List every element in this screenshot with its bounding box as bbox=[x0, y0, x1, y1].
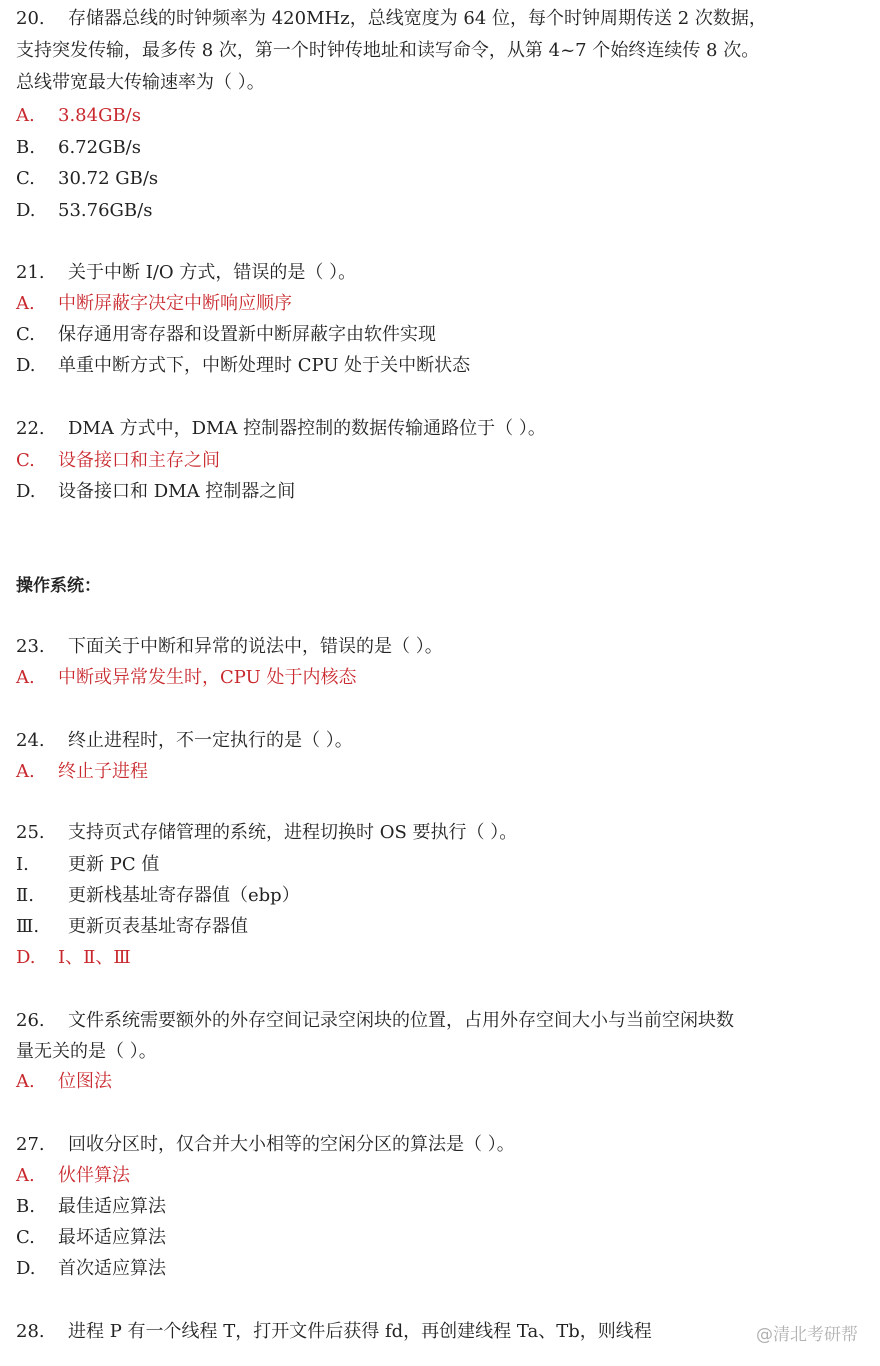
option bbox=[16, 164, 870, 194]
question-text: 文件系统需要额外的外存空间记录空闲块的位置，占用外存空间大小与当前空闲块数 bbox=[68, 1010, 734, 1031]
option-text: 位图法 bbox=[58, 1071, 112, 1092]
question-number: 22. bbox=[16, 418, 45, 439]
option-key: D. bbox=[16, 200, 36, 221]
option bbox=[16, 320, 870, 350]
answer-option bbox=[16, 943, 870, 973]
option-text: 3.84GB/s bbox=[58, 105, 141, 126]
option-key: D. bbox=[16, 947, 36, 968]
option bbox=[16, 351, 870, 381]
answer-option bbox=[16, 289, 870, 319]
option-text: 最佳适应算法 bbox=[58, 1196, 166, 1217]
question-text: 回收分区时，仅合并大小相等的空闲分区的算法是（ ）。 bbox=[68, 1134, 515, 1155]
answer-option bbox=[16, 757, 870, 787]
option bbox=[16, 1254, 870, 1284]
question-text: 支持页式存储管理的系统，进程切换时 OS 要执行（ ）。 bbox=[68, 822, 518, 843]
option-text: 设备接口和 DMA 控制器之间 bbox=[58, 481, 296, 502]
statement-item bbox=[16, 850, 870, 880]
option-text: 中断屏蔽字决定中断响应顺序 bbox=[58, 293, 292, 314]
answer-option bbox=[16, 101, 870, 131]
question-number: 24. bbox=[16, 730, 45, 751]
option bbox=[16, 477, 870, 507]
answer-option bbox=[16, 1161, 870, 1191]
option-text: Ⅰ、Ⅱ、Ⅲ bbox=[58, 947, 131, 968]
question-number: 26. bbox=[16, 1010, 45, 1031]
question-20-line-2: 支持突发传输，最多传 8 次，第一个时钟传地址和读写命令，从第 4~7 个始终连续传 8 次。 bbox=[16, 40, 760, 61]
question-number: 23. bbox=[16, 636, 45, 657]
option-text: 中断或异常发生时，CPU 处于内核态 bbox=[58, 667, 357, 688]
question-number: 28. bbox=[16, 1321, 45, 1342]
statement-key: Ⅱ. bbox=[16, 885, 34, 906]
option bbox=[16, 1192, 870, 1222]
option-text: 终止子进程 bbox=[58, 761, 148, 782]
answer-option bbox=[16, 446, 870, 476]
question-number: 25. bbox=[16, 822, 45, 843]
statement-text: 更新栈基址寄存器值（ebp） bbox=[68, 885, 300, 906]
question-text: 存储器总线的时钟频率为 420MHz，总线宽度为 64 位，每个时钟周期传送 2 次数据， bbox=[68, 8, 767, 29]
option-key: A. bbox=[16, 105, 35, 126]
question-text: DMA 方式中，DMA 控制器控制的数据传输通路位于（ ）。 bbox=[68, 418, 546, 439]
option-text: 53.76GB/s bbox=[58, 200, 153, 221]
option bbox=[16, 133, 870, 163]
statement-key: Ⅰ. bbox=[16, 854, 29, 875]
statement-text: 更新 PC 值 bbox=[68, 854, 160, 875]
answer-option bbox=[16, 1067, 870, 1097]
question-number: 27. bbox=[16, 1134, 45, 1155]
watermark: @清北考研帮 bbox=[750, 1320, 864, 1350]
section-heading-os: 操作系统： bbox=[16, 576, 101, 596]
option-text: 最坏适应算法 bbox=[58, 1227, 166, 1248]
question-25 bbox=[16, 818, 870, 848]
option-text: 6.72GB/s bbox=[58, 137, 141, 158]
question-20-line-1 bbox=[16, 4, 870, 34]
question-20-line-3: 总线带宽最大传输速率为（ ）。 bbox=[16, 72, 265, 93]
option-key: A. bbox=[16, 1165, 35, 1186]
question-text: 关于中断 I/O 方式，错误的是（ ）。 bbox=[68, 262, 357, 283]
option-key: D. bbox=[16, 1258, 36, 1279]
option-text: 保存通用寄存器和设置新中断屏蔽字由软件实现 bbox=[58, 324, 436, 345]
option-key: D. bbox=[16, 481, 36, 502]
statement-text: 更新页表基址寄存器值 bbox=[68, 916, 248, 937]
question-text: 进程 P 有一个线程 T，打开文件后获得 fd，再创建线程 Ta、Tb，则线程 bbox=[68, 1321, 652, 1342]
question-number: 20. bbox=[16, 8, 45, 29]
question-number: 21. bbox=[16, 262, 45, 283]
option-key: A. bbox=[16, 293, 35, 314]
option-key: C. bbox=[16, 1227, 35, 1248]
option-key: B. bbox=[16, 1196, 35, 1217]
question-text: 终止进程时，不一定执行的是（ ）。 bbox=[68, 730, 353, 751]
option bbox=[16, 1223, 870, 1253]
option-key: A. bbox=[16, 667, 35, 688]
question-23 bbox=[16, 632, 870, 662]
question-24 bbox=[16, 726, 870, 756]
option-text: 伙伴算法 bbox=[58, 1165, 130, 1186]
question-26-line-2: 量无关的是（ ）。 bbox=[16, 1041, 157, 1062]
option-text: 设备接口和主存之间 bbox=[58, 450, 220, 471]
option-text: 30.72 GB/s bbox=[58, 168, 159, 189]
question-text: 下面关于中断和异常的说法中，错误的是（ ）。 bbox=[68, 636, 443, 657]
question-21 bbox=[16, 258, 870, 288]
answer-option bbox=[16, 663, 870, 693]
question-26-line-1 bbox=[16, 1006, 870, 1036]
question-28 bbox=[16, 1317, 870, 1347]
option-text: 首次适应算法 bbox=[58, 1258, 166, 1279]
option-key: A. bbox=[16, 761, 35, 782]
option-key: C. bbox=[16, 168, 35, 189]
option-key: C. bbox=[16, 324, 35, 345]
question-22 bbox=[16, 414, 870, 444]
option-key: A. bbox=[16, 1071, 35, 1092]
option-key: B. bbox=[16, 137, 35, 158]
option-key: C. bbox=[16, 450, 35, 471]
option bbox=[16, 196, 870, 226]
question-27 bbox=[16, 1130, 870, 1160]
statement-item bbox=[16, 881, 870, 911]
statement-item bbox=[16, 912, 870, 942]
option-key: D. bbox=[16, 355, 36, 376]
statement-key: Ⅲ. bbox=[16, 916, 40, 937]
option-text: 单重中断方式下，中断处理时 CPU 处于关中断状态 bbox=[58, 355, 471, 376]
